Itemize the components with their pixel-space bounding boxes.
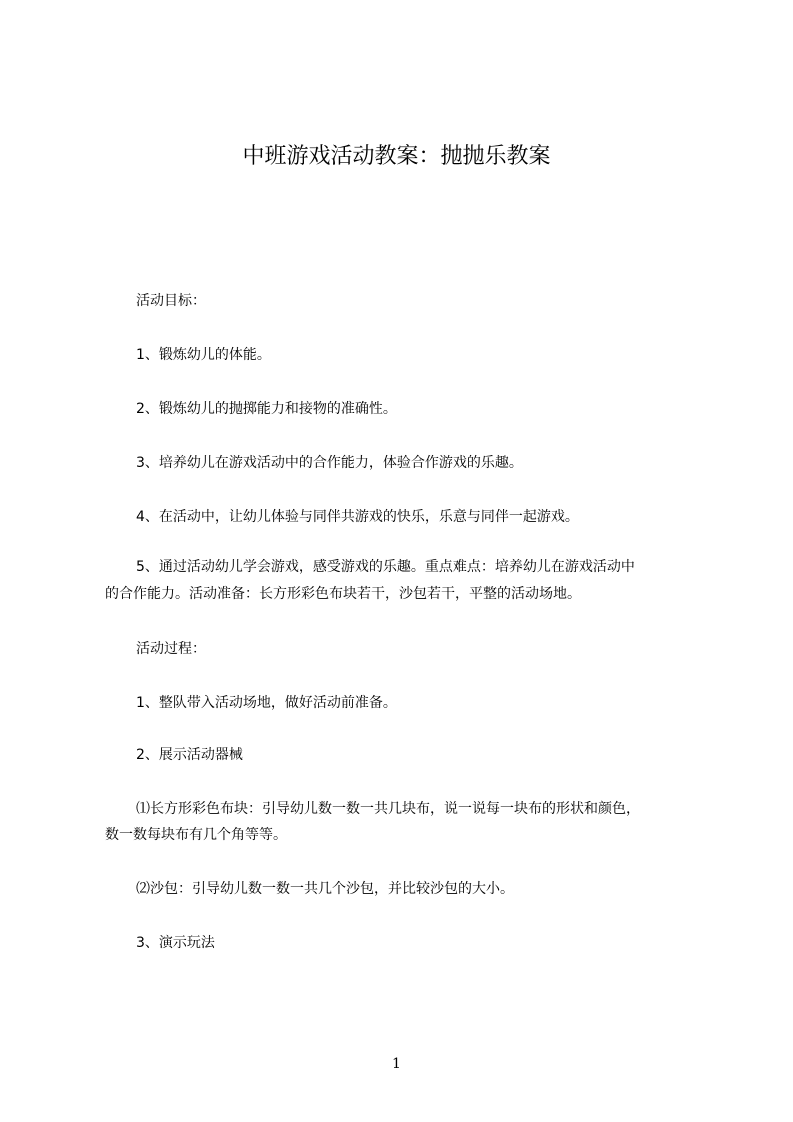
goal-item-5-line-1: 5、通过活动幼儿学会游戏，感受游戏的乐趣。重点难点：培养幼儿在游戏活动中	[136, 559, 635, 575]
process-step-2-1-line-1: ⑴长方形彩色布块：引导幼儿数一数一共几块布，说一说每一块布的形状和颜色，	[136, 801, 640, 817]
goal-item-3: 3、培养幼儿在游戏活动中的合作能力，体验合作游戏的乐趣。	[136, 455, 523, 471]
goal-item-2: 2、锻炼幼儿的抛掷能力和接物的准确性。	[136, 401, 397, 417]
goals-heading: 活动目标：	[136, 293, 206, 309]
process-step-2: 2、展示活动器械	[136, 747, 243, 763]
page-title: 中班游戏活动教案：抛抛乐教案	[242, 144, 551, 169]
process-step-1: 1、整队带入活动场地，做好活动前准备。	[136, 695, 397, 711]
goal-item-5-line-2: 的合作能力。活动准备：长方形彩色布块若干，沙包若干，平整的活动场地。	[105, 586, 581, 602]
page-number: 1	[392, 1056, 401, 1072]
process-step-2-1-line-2: 数一数每块布有几个角等等。	[105, 827, 287, 843]
process-heading: 活动过程：	[136, 641, 206, 657]
process-step-3: 3、演示玩法	[136, 935, 215, 951]
process-step-2-2: ⑵沙包：引导幼儿数一数一共几个沙包，并比较沙包的大小。	[136, 881, 514, 897]
goal-item-1: 1、锻炼幼儿的体能。	[136, 347, 271, 363]
goal-item-4: 4、在活动中，让幼儿体验与同伴共游戏的快乐，乐意与同伴一起游戏。	[136, 509, 579, 525]
